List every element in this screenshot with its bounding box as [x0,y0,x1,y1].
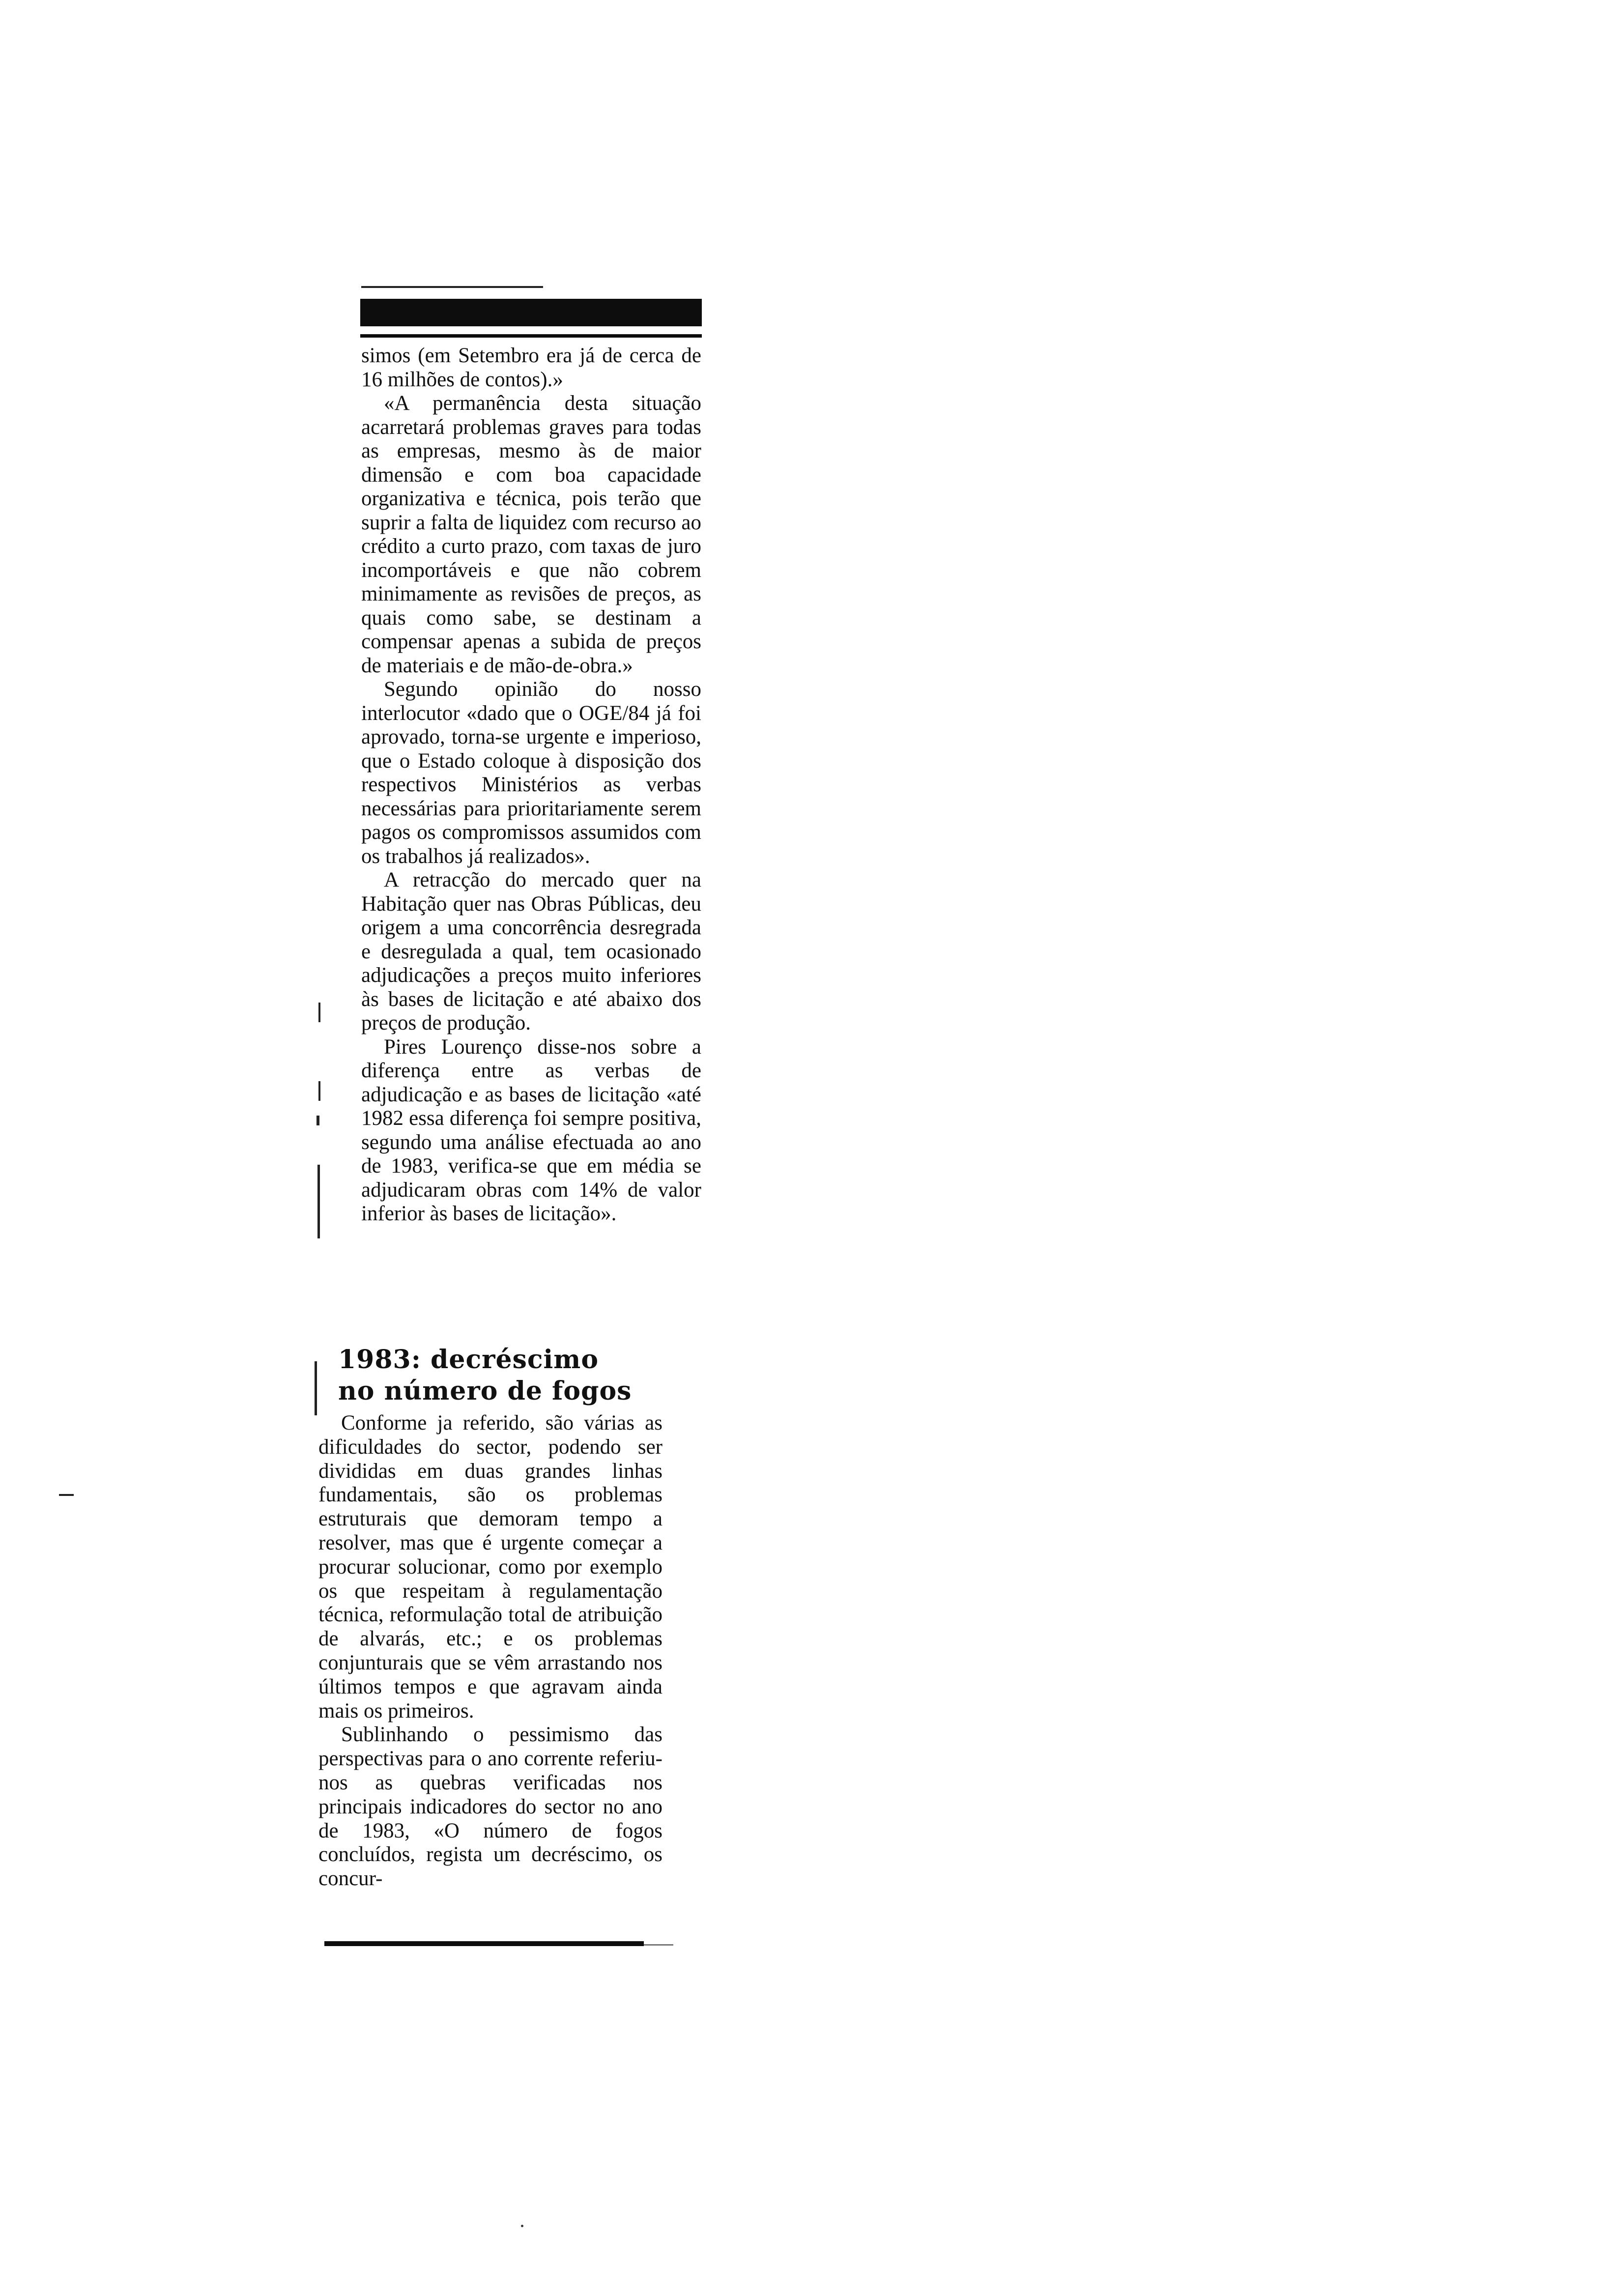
margin-scan-mark [318,1081,320,1101]
article-paragraph: A retracção do mercado quer na Habitação quer nas Obras Públicas, deu origem a uma concorrência desregrada e desregulada a qual, tem ocasionado adjudicações a preços muito inferiores às bases de licitação e até abaixo dos preços de produção. [361,868,701,1034]
bottom-rule [324,1941,644,1946]
scan-dot [521,2225,523,2227]
section-subheading [338,1344,702,1407]
margin-scan-mark [59,1494,74,1496]
article-column-upper [361,344,701,1226]
article-paragraph: Conforme ja referido, são várias as dificuldades do sector, podendo ser divididas em duas grandes linhas fundamentais, são os problemas estruturais que demoram tempo a resolver, mas que é urgente começar a procurar solucionar, como por exemplo os que respeitam à regulamentação técnica, reformulação total de atribuição de alvarás, etc.; e os problemas conjunturais que se vêm arrastando nos últimos tempos e que agravam ainda mais os primeiros. [318,1411,662,1722]
margin-scan-mark [315,1361,317,1415]
article-paragraph: «A permanência desta situação acarretará problemas graves para todas as empresas, mesmo às de maior dimensão e com boa capacidade organizativa e técnica, pois terão que suprir a falta de liquidez com recurso ao crédito a curto prazo, com taxas de juro incomportáveis e que não cobrem minimamente as revisões de preços, as quais como sabe, se destinam a compensar apenas a subida de preços de materiais e de mão-de-obra.» [361,392,701,677]
bottom-rule-tail [644,1944,673,1946]
article-paragraph: Pires Lourenço disse-nos sobre a diferença entre as verbas de adjudicação e as bases de licitação «até 1982 essa diferença foi sempre positiva, segundo uma análise efectuada ao ano de 1983, verifica-se que em média se adjudicaram obras com 14% de valor inferior às bases de licitação». [361,1035,701,1225]
header-underline-rule [360,334,702,338]
subheading-line: 1983: decréscimo [338,1345,599,1375]
article-paragraph: Sublinhando o pessimismo das perspectivas para o ano corrente referiu-nos as quebras verificadas nos principais indicadores do sector no ano de 1983, «O número de fogos concluídos, regista um decréscimo, os concur- [318,1723,662,1891]
margin-scan-mark [318,1003,320,1022]
article-paragraph: Segundo opinião do nosso interlocutor «dado que o OGE/84 já foi aprovado, torna-se urgente e imperioso, que o Estado coloque à disposição dos respectivos Ministérios as verbas necessárias para prioritariamente serem pagos os compromissos assumidos com os trabalhos já realizados». [361,678,701,868]
top-thin-rule [361,286,543,288]
margin-scan-mark [317,1116,319,1125]
margin-scan-mark [317,1165,320,1238]
subheading-line: no número de fogos [338,1376,632,1406]
article-column-lower [318,1411,662,1891]
article-paragraph: simos (em Setembro era já de cerca de 16 milhões de contos).» [361,344,701,391]
column-header-bar [360,299,702,326]
